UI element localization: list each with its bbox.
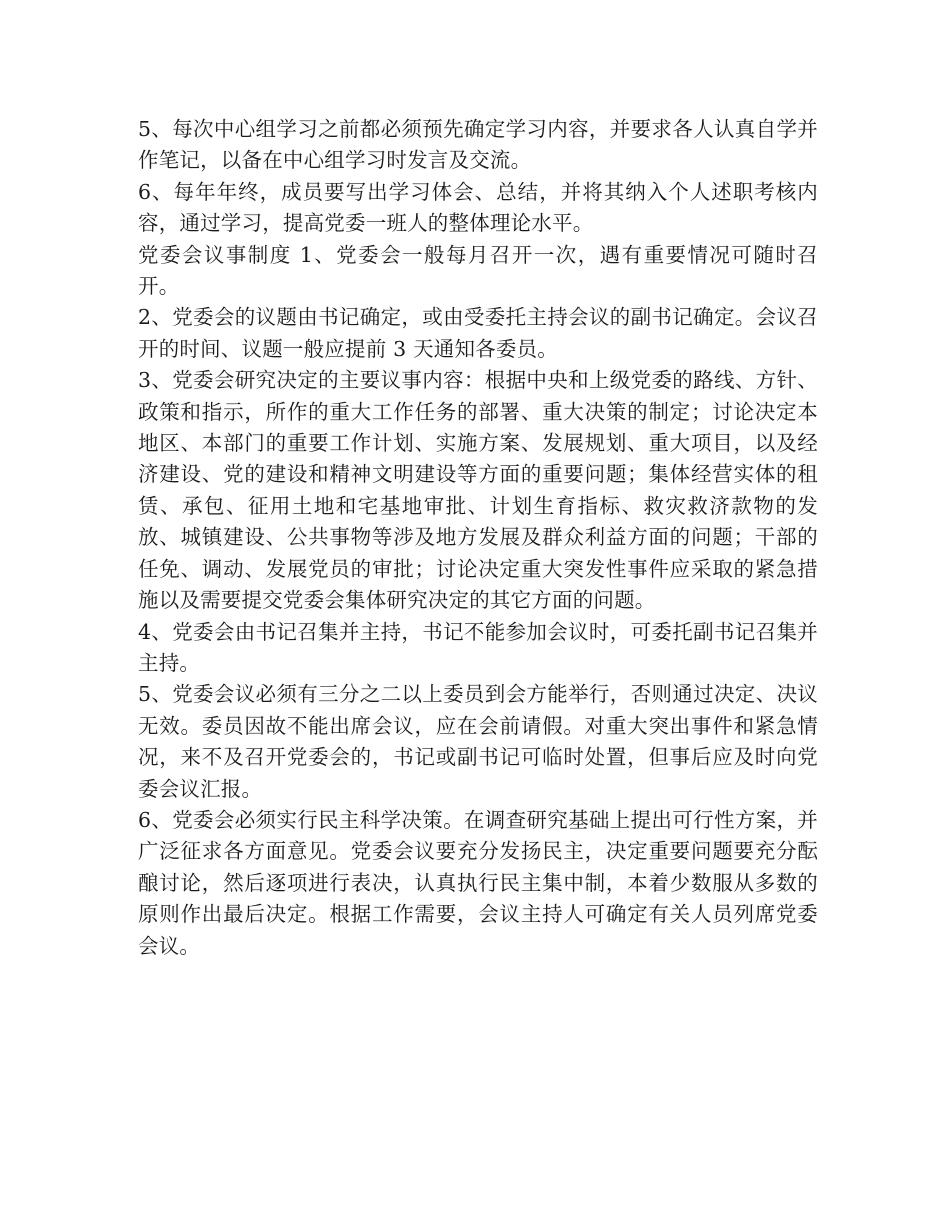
paragraph-meeting-rules-title: 党委会议事制度 1、党委会一般每月召开一次，遇有重要情况可随时召开。 — [138, 242, 818, 299]
paragraph-democratic-decision: 6、党委会必须实行民主科学决策。在调查研究基础上提出可行性方案，并广泛征求各方面意见。党委会议要充分发扬民主，决定重要问题要充分酝酿讨论，然后逐项进行表决，认真执行民主集中制，本着少数服从多数的原则作出最后决定。根据工作需要，会议主持人可确定有关人员列席党委会议。 — [138, 807, 818, 958]
paragraph-main-matters: 3、党委会研究决定的主要议事内容：根据中央和上级党委的路线、方针、政策和指示，所作的重大工作任务的部署、重大决策的制定；讨论决定本地区、本部门的重要工作计划、实施方案、发展规划、重大项目，以及经济建设、党的建设和精神文明建设等方面的重要问题；集体经营实体的租赁、承包、征用土地和宅基地审批、计划生育指标、救灾救济款物的发放、城镇建设、公共事物等涉及地方发展及群众利益方面的问题；干部的任免、调动、发展党员的审批；讨论决定重大突发性事件应采取的紧急措施以及需要提交党委会集体研究决定的其它方面的问题。 — [138, 368, 818, 613]
paragraph-year-end-summary: 6、每年年终，成员要写出学习体会、总结，并将其纳入个人述职考核内容，通过学习，提高党委一班人的整体理论水平。 — [138, 179, 818, 236]
paragraph-agenda: 2、党委会的议题由书记确定，或由受委托主持会议的副书记确定。会议召开的时间、议题一般应提前 3 天通知各委员。 — [138, 305, 818, 361]
document-body — [138, 114, 818, 962]
paragraph-convening: 4、党委会由书记召集并主持，书记不能参加会议时，可委托副书记召集并主持。 — [138, 619, 818, 675]
paragraph-study-content: 5、每次中心组学习之前都必须预先确定学习内容，并要求各人认真自学并作笔记，以备在中心组学习时发言及交流。 — [138, 117, 818, 173]
paragraph-quorum: 5、党委会议必须有三分之二以上委员到会方能举行，否则通过决定、决议无效。委员因故不能出席会议，应在会前请假。对重大突出事件和紧急情况，来不及召开党委会的，书记或副书记可临时处置，但事后应及时向党委会议汇报。 — [138, 682, 818, 801]
